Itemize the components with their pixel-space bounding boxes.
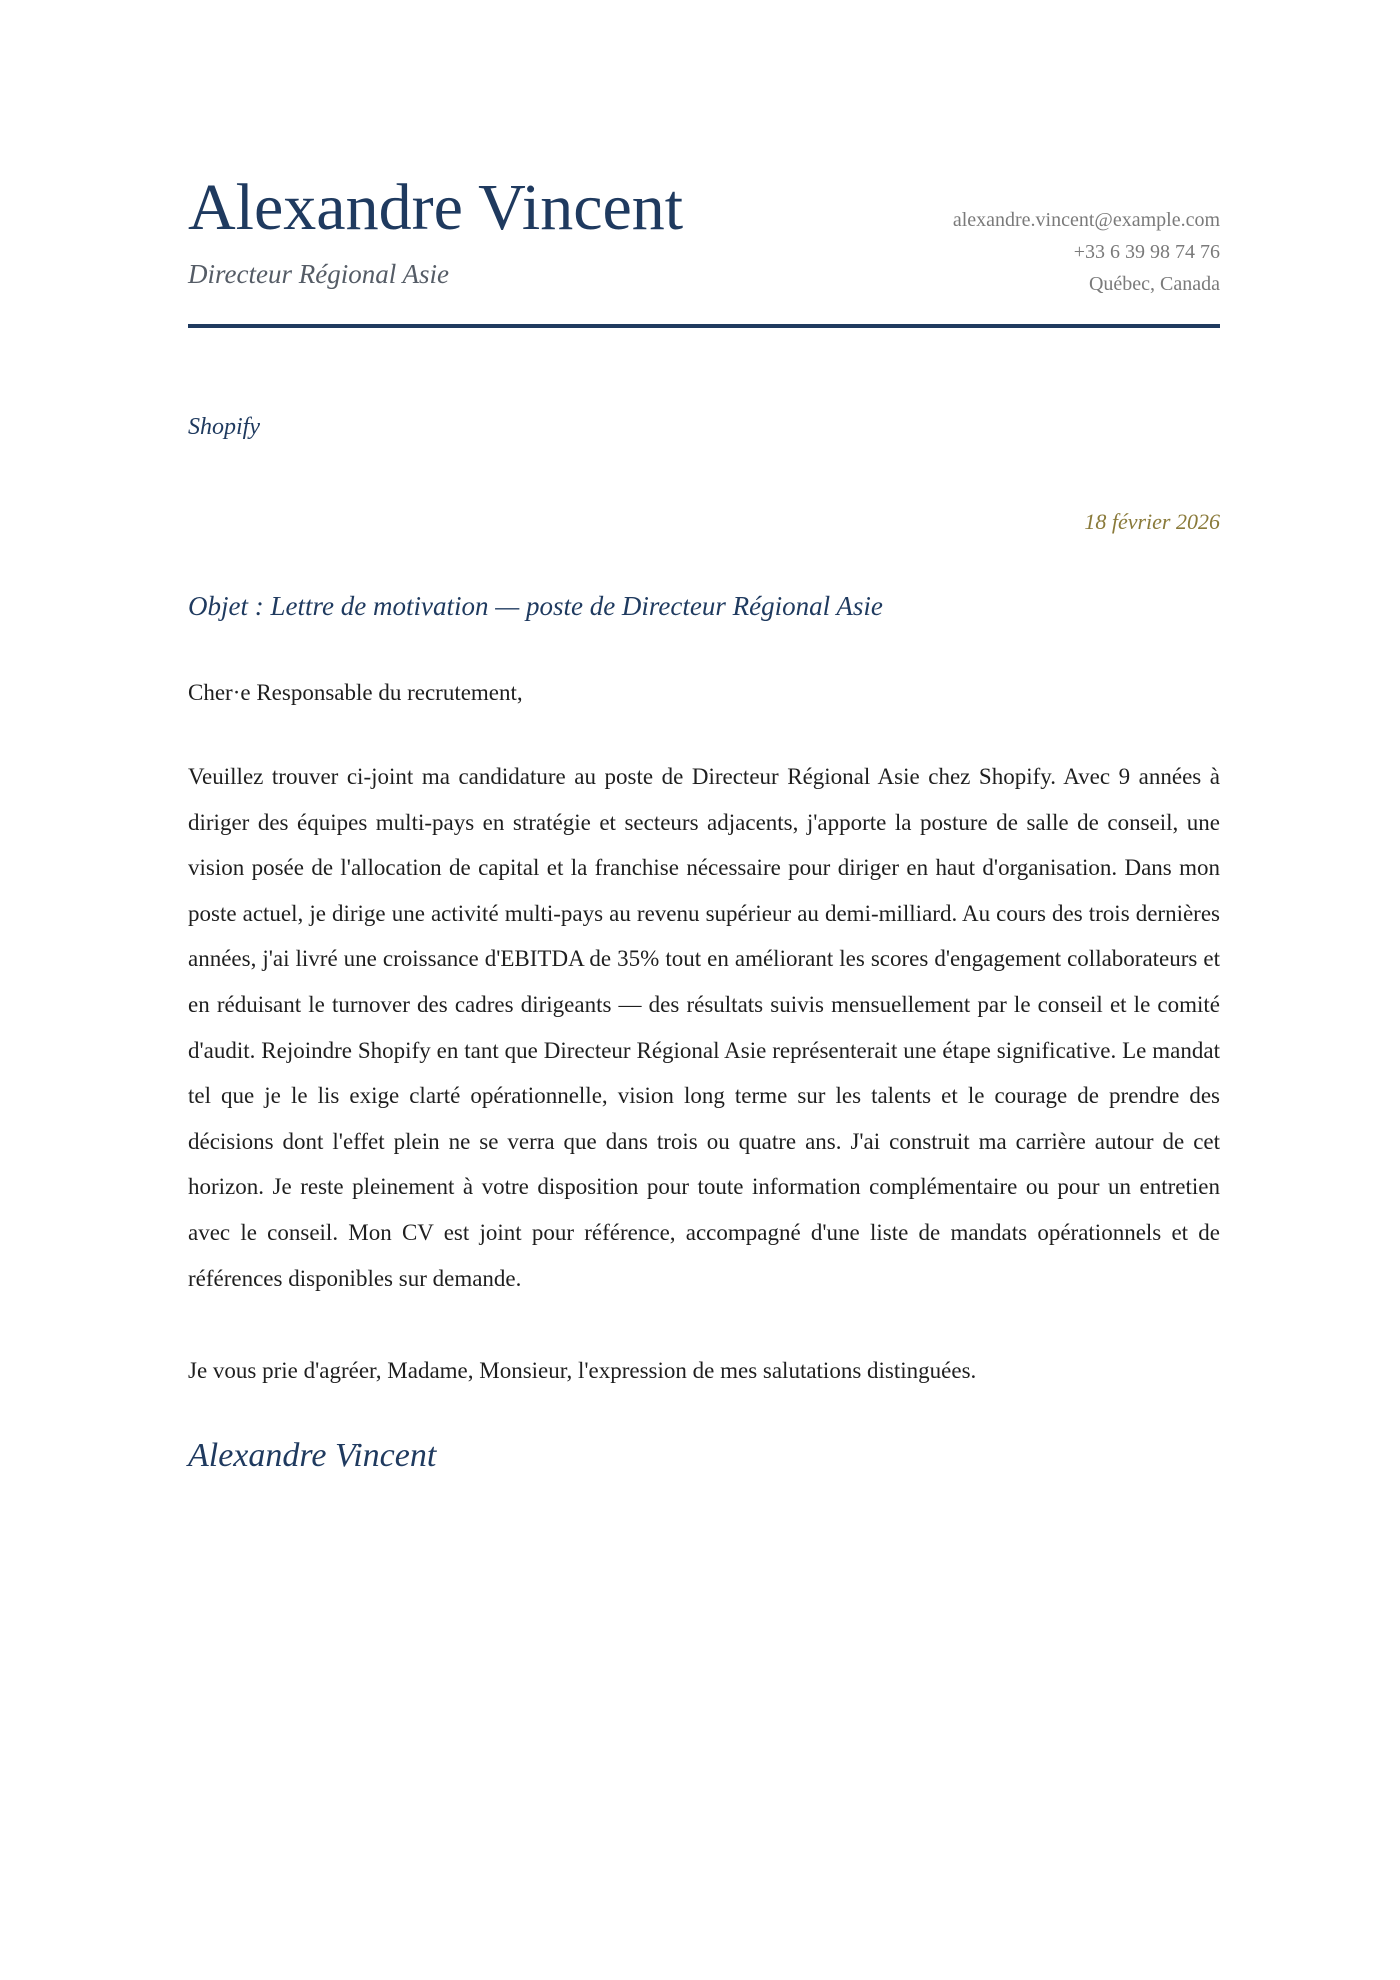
letter-subject: Objet : Lettre de motivation — poste de Directeur Régional Asie bbox=[188, 591, 883, 621]
letter-closing: Je vous prie d'agréer, Madame, Monsieur, l'expression de mes salutations distinguées. bbox=[188, 1358, 977, 1383]
sender-name: Alexandre Vincent bbox=[188, 171, 684, 244]
sender-email: alexandre.vincent@example.com bbox=[952, 209, 1220, 231]
contact-block bbox=[953, 204, 1220, 300]
letter-header bbox=[188, 168, 1220, 328]
signature: Alexandre Vincent bbox=[188, 1437, 437, 1474]
sender-phone: +33 6 39 98 74 76 bbox=[1073, 241, 1220, 263]
recipient-company: Shopify bbox=[188, 414, 260, 440]
letter-greeting: Cher·e Responsable du recrutement, bbox=[188, 680, 523, 705]
header-divider bbox=[188, 324, 1220, 328]
sender-location: Québec, Canada bbox=[1088, 273, 1220, 295]
letter-body: Veuillez trouver ci-joint ma candidature au poste de Directeur Régional Asie chez Shopify. Avec 9 années à diriger des équipes multi-pays en stratégie et secteurs adjacents, j'apporte la posture de salle de conseil, une vision posée de l'allocation de capital et la franchise nécessaire pour diriger en haut d'organisation. Dans mon poste actuel, je dirige une activité multi-pays au revenu supérieur au demi-milliard. Au cours des trois dernières années, j'ai livré une croissance d'EBITDA de 35% tout en améliorant les scores d'engagement collaborateurs et en réduisant le turnover des cadres dirigeants — des résultats suivis mensuellement par le conseil et le comité d'audit. Rejoindre Shopify en tant que Directeur Régional Asie représenterait une étape significative. Le mandat tel que je le lis exige clarté opérationnelle, vision long terme sur les talents et le courage de prendre des décisions dont l'effet plein ne se verra que dans trois ou quatre ans. J'ai construit ma carrière autour de cet horizon. Je reste pleinement à votre disposition pour toute information complémentaire ou pour un entretien avec le conseil. Mon CV est joint pour référence, accompagné d'une liste de mandats opérationnels et de références disponibles sur demande. bbox=[188, 764, 1220, 1291]
letter-date: 18 février 2026 bbox=[1084, 509, 1220, 534]
sender-role: Directeur Régional Asie bbox=[188, 259, 449, 289]
